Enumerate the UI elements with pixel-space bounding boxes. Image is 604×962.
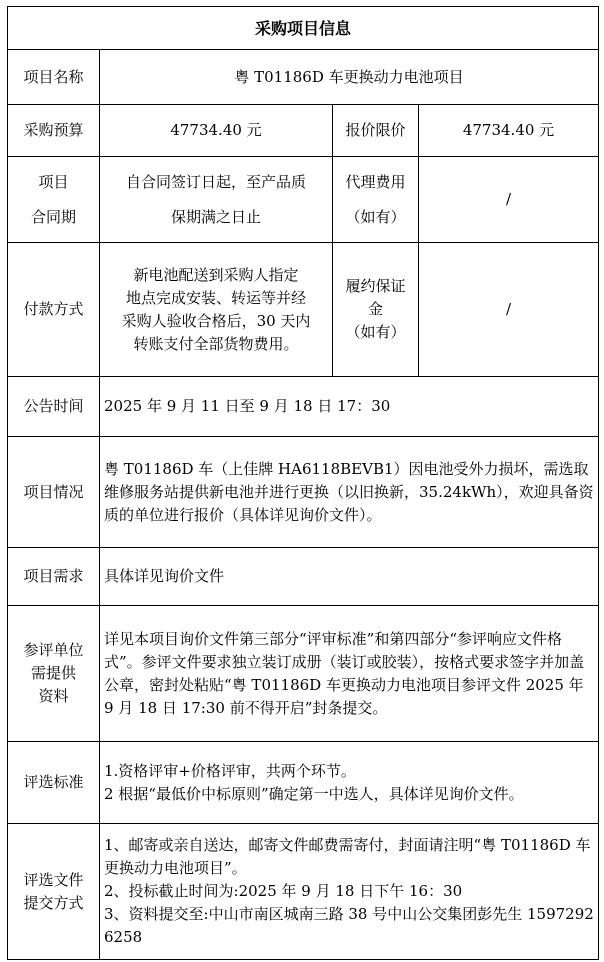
agency-fee-value: / [419,157,599,243]
submission-item: 2、投标截止时间为:2025 年 9 月 18 日下午 16：30 [104,882,463,900]
submission-item: 3、资料提交至:中山市南区城南三路 38 号中山公交集团彭先生 15972926258 [104,905,594,946]
project-status-value: 粤 T01186D 车（上佳牌 HA6118BEVB1）因电池受外力损坏，需选取维修服务站提供新电池并进行更换（以旧换新，35.24kWh），欢迎具备资质的单位进行报价（具体详见询价文件）。 [100,437,599,548]
contract-period-label-line: 项目 [38,172,69,191]
deposit-label-line: （如有） [345,323,406,341]
budget-label: 采购预算 [8,105,100,157]
announce-time-label: 公告时间 [8,377,100,437]
project-status-label: 项目情况 [8,437,100,548]
deposit-value: / [419,243,599,377]
contract-period-value-line: 保期满之日止 [170,207,261,226]
deposit-label [333,243,419,377]
documents-label-line: 参评单位 [23,641,84,659]
agency-fee-label-line: 代理费用 [345,172,406,191]
documents-label-line: 需提供 [30,664,76,682]
project-name-label: 项目名称 [8,50,100,105]
criteria-item: 1.资格评审+价格评审，共两个环节。 [104,761,356,780]
budget-value: 47734.40 元 [100,105,333,157]
price-limit-value: 47734.40 元 [419,105,599,157]
deposit-label-line: 金 [367,300,383,318]
submission-label-line: 评选文件 [23,870,84,889]
payment-value-line: 采购人验收合格后，30 天内 [121,311,311,330]
deposit-label-line: 履约保证 [345,277,406,295]
criteria-item: 2 根据“最低价中标原则”确定第一中选人，具体详见询价文件。 [104,784,524,803]
payment-label: 付款方式 [8,243,100,377]
submission-label-line: 提交方式 [23,893,84,912]
submission-value [100,824,599,960]
requirements-value: 具体详见询价文件 [100,548,599,606]
payment-value-line: 转账支付全部货物费用。 [133,334,299,353]
price-limit-label: 报价限价 [333,105,419,157]
procurement-info-table [7,6,599,960]
agency-fee-label-line: （如有） [345,207,406,226]
contract-period-label [8,157,100,243]
criteria-label: 评选标准 [8,742,100,824]
submission-item: 1、邮寄或亲自送达，邮寄文件邮费需寄付，封面请注明“粤 T01186D 车更换动力电池项目”。 [104,836,591,877]
payment-value-line: 地点完成安装、转运等并经 [125,288,306,307]
project-name-value: 粤 T01186D 车更换动力电池项目 [100,50,599,105]
payment-value-line: 新电池配送到采购人指定 [133,265,299,284]
documents-label-line: 资料 [38,687,69,705]
submission-label [8,824,100,960]
agency-fee-label [333,157,419,243]
contract-period-value-line: 自合同签订日起，至产品质 [125,172,306,191]
documents-value: 详见本项目询价文件第三部分“评审标准”和第四部分“参评响应文件格式”。参评文件要求独立装订成册（装订或胶装），按格式要求签字并加盖公章，密封处粘贴“粤 T01186D 车更换动力电池项目参评文件 2025 年 9 月 18 日 17:30 前不得开启”封条提交。 [100,606,599,742]
criteria-value [100,742,599,824]
payment-value [100,243,333,377]
contract-period-label-line: 合同期 [30,207,76,226]
contract-period-value [100,157,333,243]
requirements-label: 项目需求 [8,548,100,606]
documents-label [8,606,100,742]
table-title: 采购项目信息 [8,7,599,50]
announce-time-value: 2025 年 9 月 11 日至 9 月 18 日 17：30 [100,377,599,437]
